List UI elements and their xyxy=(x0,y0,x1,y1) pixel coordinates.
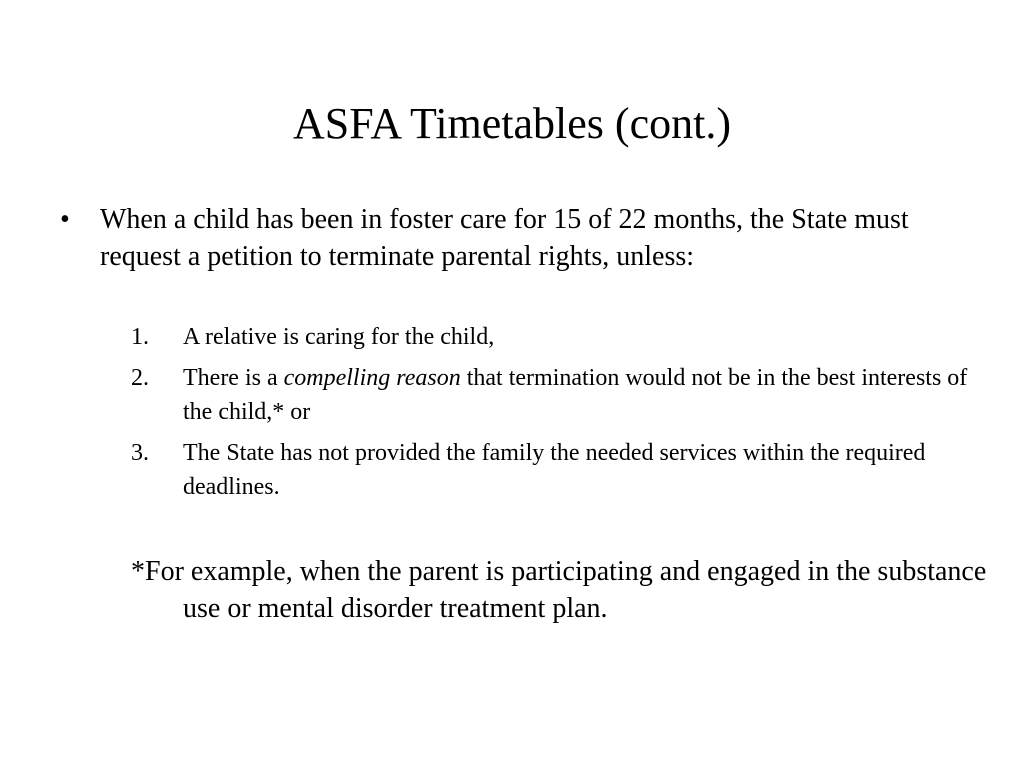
condition-text-start: There is a xyxy=(183,365,284,391)
condition-text-end: that termination would not be in the best interests of the child,* or xyxy=(183,365,968,425)
bullet-row xyxy=(60,201,960,275)
condition-text: A relative is caring for the child, xyxy=(183,324,495,350)
condition-emphasis: compelling reason xyxy=(283,365,461,391)
condition-item-1 xyxy=(131,320,971,354)
condition-number: 3. xyxy=(131,440,149,466)
condition-number: 1. xyxy=(131,324,149,350)
condition-number: 2. xyxy=(131,365,149,391)
main-bullet xyxy=(60,201,960,275)
bullet-icon: • xyxy=(60,204,70,235)
condition-item-3 xyxy=(131,436,971,504)
condition-text: The State has not provided the family the needed services within the required deadlines. xyxy=(183,440,926,500)
bullet-text: When a child has been in foster care for 15 of 22 months, the State must request a petition to terminate parental rights, unless: xyxy=(100,204,909,272)
footnote: *For example, when the parent is participating and engaged in the substance use or mental disorder treatment plan. xyxy=(131,556,987,624)
conditions-list xyxy=(131,320,971,511)
slide-title: ASFA Timetables (cont.) xyxy=(292,99,731,148)
condition-item-2 xyxy=(131,361,971,429)
